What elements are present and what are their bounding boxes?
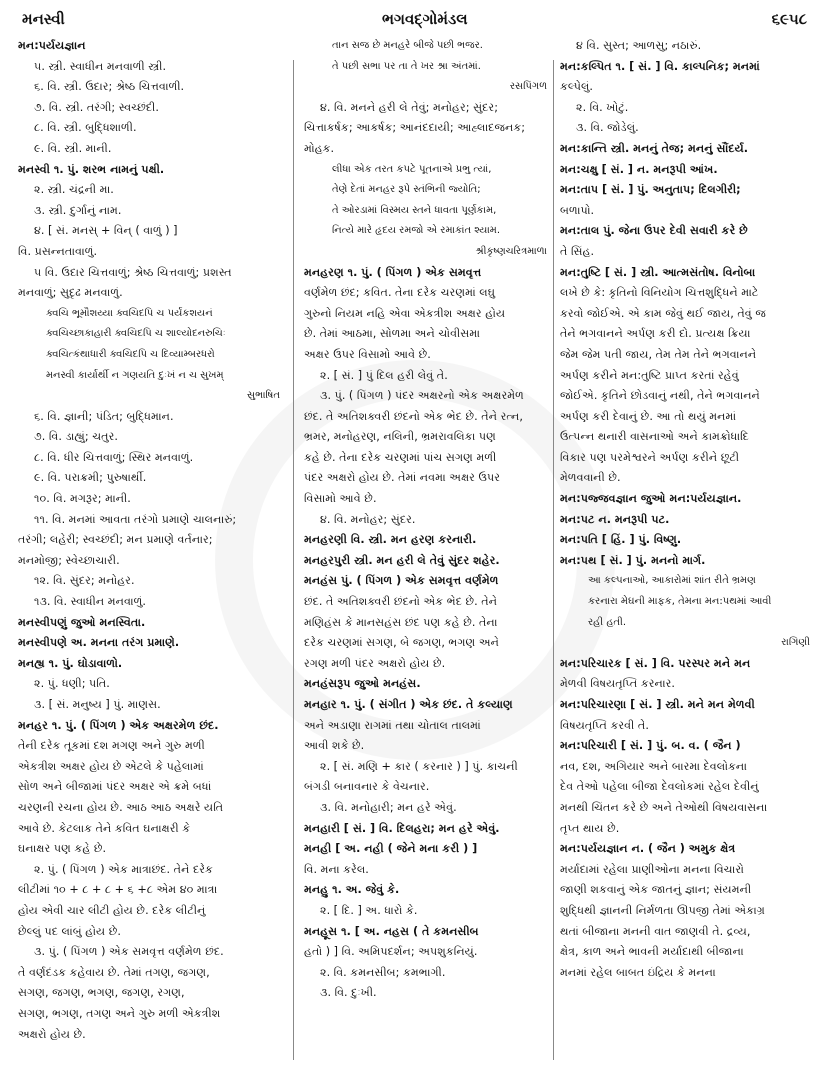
entry-text-line: કહે છે. તેના દરેક ચરણમાં પાંચ સગણ મળી bbox=[304, 450, 497, 464]
entry-text-line: દેવ તેઓ પહેલા બીજા દેવલોકમાં રહેલ દેવીનું bbox=[560, 780, 759, 794]
entry-headword-line: મન:પર્યયજ્ઞાન bbox=[18, 39, 86, 52]
entry-text-line: વિસામો આવે છે. bbox=[304, 492, 377, 506]
entry-text-line: સગણ, જગણ, ભગણ, જગણ, રગણ, bbox=[18, 986, 185, 1000]
entry-text-line: અક્ષરો હોય છે. bbox=[18, 1027, 86, 1041]
entry-text-line: ૨. [ સં. મણિ + કાર ( કરનાર ) ] પું. કાચની bbox=[320, 759, 518, 773]
entry-text-line: ૪. વિ. મનોહર; સુંદર. bbox=[320, 512, 416, 526]
quotation-line: ક્વચિત્કંથાધારી ક્વચિદપિ ચ દિવ્યામ્બરધરો bbox=[46, 348, 215, 360]
entry-text-line: નવ, દશ, અગિયાર અને બારમા દેવલોકના bbox=[560, 759, 748, 773]
quotation-line: તેણે દેતાં મનહર રૂપે સ્તંભિની જ્યોતિ; bbox=[332, 184, 481, 196]
entry-text-line: ૯. વિ. પરાક્રમી; પુરુષાર્થી. bbox=[34, 471, 147, 485]
entry-text-line: ૨. [ સં. ] પું દિલ હરી લેવું તે. bbox=[320, 368, 448, 382]
entry-text-line: મર્યાદામાં રહેલા પ્રાણીઓના મનના વિચારો bbox=[560, 862, 744, 876]
entry-text-line: ૧૦. વિ. મગરૂર; માની. bbox=[34, 492, 131, 506]
entry-headword-line: મનહાર ૧. પું. ( સંગીત ) એક છંદ. તે કલ્યાણ bbox=[304, 698, 513, 711]
quotation-line: લીધા એક તરત કપટે પૂતનાએ પ્રભુ ત્યાં, bbox=[332, 163, 492, 175]
entry-text-line: મનથી ચિંતન કરે છે અને તેઓથી વિષયવાસના bbox=[560, 800, 768, 814]
quotation-line: ક્વચિ ભૂમૌશય્યા ક્વચિદપિ ચ પર્યંકશયનં bbox=[46, 307, 213, 319]
entry-headword-line: મનહૂસ ૧. [ અ. નહસ ( તે કમનસીબ bbox=[304, 924, 479, 938]
entry-text-line: ક્ષેત્ર, કાળ અને ભાવની મર્યાદાથી બીજાના bbox=[560, 945, 744, 959]
entry-headword-line: મન:પરિચારી [ સં. ] પું. બ. વ. ( જૈન ) bbox=[560, 739, 741, 753]
entry-text-line: દરેક ચરણમાં સગણ, બે જગણ, ભગણ અને bbox=[304, 636, 499, 650]
entry-text-line: તૃપ્ત થાય છે. bbox=[560, 821, 620, 835]
entry-text-line: સગણ, ભગણ, તગણ અને ગુરુ મળી એકત્રીશ bbox=[18, 1006, 221, 1020]
entry-text-line: સોળ અને બીજામાં પંદર અક્ષર એ ક્રમે બધાં bbox=[18, 780, 212, 794]
entry-text-line: એકત્રીશ અક્ષર હોય છે એટલે કે પહેલામાં bbox=[18, 759, 204, 773]
entry-headword-line: મન:પતિ [ હિં. ] પું. વિષ્ણુ. bbox=[560, 533, 682, 547]
entry-headword-line: મન:પર્યયજ્ઞાન ન. ( જૈન ) અમુક ક્ષેત્ર bbox=[560, 842, 736, 856]
quotation-line: નિત્યે મારે હૃદય રમજો એ રમાકાંત શ્યામ. bbox=[332, 225, 501, 237]
entry-text-line: ૩. પું. ( પિંગળ ) પંદર અક્ષરનો એક અક્ષરમેળ bbox=[320, 389, 524, 403]
citation-source: રસપિંગળ bbox=[509, 81, 547, 93]
quotation-line: તે ઓરડામાં વિસ્મય સ્તને ધાવતા પૂર્ણકામ, bbox=[332, 204, 497, 216]
entry-text-line: મનવાળું; સુદૃઢ મનવાળું. bbox=[18, 286, 123, 300]
entry-headword-line: મન:તાલ પું. જેના ઉપર દેવી સવારી કરે છે bbox=[560, 224, 748, 238]
entry-headword-line: મનહંસરૂપ જુઓ મનહંસ. bbox=[304, 677, 421, 691]
entry-text-line: મોહક. bbox=[304, 141, 335, 155]
entry-text-line: પંદર અક્ષરો હોય છે. તેમાં નવમા અક્ષર ઉપર bbox=[304, 471, 501, 485]
column-divider bbox=[553, 60, 554, 1060]
entry-text-line: તરંગી; લહેરી; સ્વચ્છંદી; મન પ્રમાણે વર્તનાર; bbox=[18, 533, 213, 547]
entry-text-line: ૫. સ્ત્રી. સ્વાધીન મનવાળી સ્ત્રી. bbox=[34, 59, 167, 73]
entry-text-line: ૭. વિ. ડાહ્યું; ચતુર. bbox=[34, 430, 118, 444]
entry-headword-line: મન:કાન્તિ સ્ત્રી. મનનું તેજ; મનનું સૌંદર્ય. bbox=[560, 141, 749, 155]
entry-text-line: લખે છે કે: કૃતિનો વિનિયોગ ચિત્તશુદ્ધિને માટે bbox=[560, 286, 759, 300]
entry-text-line: જોઈએ. કૃતિને છોડવાનું નથી, તેને ભગવાનને bbox=[560, 389, 760, 403]
entry-text-line: ૩. સ્ત્રી. દુર્ગાનું નામ. bbox=[34, 203, 122, 217]
quotation-line: ક્વચિચ્છાકાહારી ક્વચિદપિ ચ શાલ્યોદનરુચિઃ bbox=[46, 328, 226, 340]
quotation-line: આ કલ્પનાઓ, આકારોમાં શાંત રીતે ભ્રમણ bbox=[588, 575, 756, 587]
text-column-middle bbox=[304, 36, 547, 1066]
entry-text-line: ૨. સ્ત્રી. ચંદ્રની મા. bbox=[34, 183, 114, 197]
quotation-line: કરનારા મેઘની માફક, તેમના મન:પથમાં આવી bbox=[588, 596, 772, 608]
entry-text-line: મણિહંસ કે માનસહંસ છંદ પણ કહે છે. તેના bbox=[304, 615, 498, 629]
citation-source: રાગિણી bbox=[781, 637, 810, 649]
entry-headword-line: મનસ્વી ૧. પું. શરભ નામનું પક્ષી. bbox=[18, 162, 165, 176]
entry-text-line: મનમોજી; સ્વેચ્છાચારી. bbox=[18, 553, 120, 567]
entry-text-line: ૧૩. વિ. સ્વાધીન મનવાળું. bbox=[34, 595, 146, 609]
entry-text-line: રગણ મળી પંદર અક્ષરો હોય છે. bbox=[304, 656, 446, 670]
entry-headword-line: મન:તાપ [ સં. ] પું. અનુતાપ; દિલગીરી; bbox=[560, 183, 741, 197]
entry-text-line: ૫ વિ. ઉદાર ચિત્તવાળું; શ્રેષ્ઠ ચિત્તવાળું; પ્રશસ્ત bbox=[34, 265, 232, 279]
entry-headword-line: મન:કલ્પિત ૧. [ સં. ] વિ. કાલ્પનિક; મનમાં bbox=[560, 59, 760, 73]
entry-headword-line: મનહંસ પું. ( પિંગળ ) એક સમવૃત્ત વર્ણમેળ bbox=[304, 574, 499, 588]
entry-headword-line: મન:પજ્જવજ્ઞાન જુઓ મન:પર્યયજ્ઞાન. bbox=[560, 492, 742, 506]
entry-text-line: તે વર્ણદંડક કહેવાય છે. તેમાં તગણ, જગણ, bbox=[18, 965, 210, 979]
entry-headword-line: મનહરણી વિ. સ્ત્રી. મન હરણ કરનારી. bbox=[304, 533, 477, 547]
entry-text-line: છંદ. તે અતિશક્વરી છંદનો એક ભેદ છે. તેને bbox=[304, 595, 498, 609]
entry-text-line: ૩. વિ. દુઃખી. bbox=[320, 986, 377, 1000]
entry-headword-line: મનસ્વીપણું જુઓ મનસ્વિતા. bbox=[18, 615, 146, 629]
header-guide-word: મનસ્વી bbox=[22, 10, 65, 28]
entry-text-line: ઘનાક્ષર પણ કહે છે. bbox=[18, 842, 107, 856]
header-page-number: ૬૯૫૮ bbox=[771, 10, 807, 28]
entry-text-line: વિકાર પણ પરમેશ્વરને અર્પણ કરીને છૂટી bbox=[560, 450, 740, 464]
entry-headword-line: મનહરણ ૧. પું. ( પિંગળ ) એક સમવૃત્ત bbox=[304, 265, 482, 279]
entry-text-line: ૪. વિ. મનને હરી લે તેવું; મનોહર; સુંદર; bbox=[320, 100, 498, 114]
entry-text-line: ૨. વિ. કમનસીબ; કમભાગી. bbox=[320, 965, 446, 979]
entry-text-line: છંદ. તે અતિશક્વરી છંદનો એક ભેદ છે. તેને રત્ન, bbox=[304, 409, 523, 423]
page-header bbox=[22, 10, 807, 36]
entry-headword-line: મનહરપુરી સ્ત્રી. મન હરી લે તેવું સુંદર શહેર. bbox=[304, 553, 500, 567]
entry-headword-line: મન:ચક્ષુ [ સં. ] ન. મનરૂપી આંખ. bbox=[560, 162, 718, 176]
entry-text-line: ૪. [ સં. મનસ્ + વિન્ ( વાળું ) ] bbox=[34, 224, 178, 238]
entry-headword-line: મનહારી [ સં. ] વિ. દિલહરા; મન હરે એવું. bbox=[304, 821, 500, 835]
entry-text-line: હોય એવી ચાર લીટી હોય છે. દરેક લીટીનું bbox=[18, 903, 206, 917]
entry-text-line: ૭. વિ. સ્ત્રી. તરંગી; સ્વચ્છંદી. bbox=[34, 100, 159, 114]
entry-text-line: ૩. [ સં. મનુષ્ય ] પું. માણસ. bbox=[34, 698, 161, 711]
entry-text-line: થતાં બીજાના મનની વાત જાણવી તે. દ્રવ્ય, bbox=[560, 924, 751, 938]
entry-text-line: મનમાં રહેલ બાબત ઇંદ્રિય કે મનના bbox=[560, 965, 716, 979]
entry-text-line: ૨. પું. ( પિંગળ ) એક માત્રાછંદ. તેને દરેક bbox=[34, 862, 213, 876]
quotation-line: તે પછી સભા પર તા તે ખર શ્રા અંતમાં. bbox=[332, 60, 481, 72]
quotation-line: મનસ્વી કાર્યાર્થી ન ગણયતિ દુઃખં ન ચ સુખમ્ bbox=[46, 369, 224, 381]
column-divider bbox=[293, 60, 294, 1060]
entry-text-line: હતો ) ] વિ. અમિપદર્શન; અપશુકનિયું. bbox=[304, 945, 478, 959]
entry-text-line: ચરણની રચના હોય છે. આઠ આઠ અક્ષરે યતિ bbox=[18, 800, 224, 814]
header-title: ભગવદ્ગોમંડલ bbox=[382, 10, 468, 28]
entry-text-line: ૯. વિ. સ્ત્રી. માની. bbox=[34, 141, 112, 155]
entry-text-line: ૧૧. વિ. મનમાં આવતા તરંગો પ્રમાણે ચાલનારું; bbox=[34, 512, 237, 526]
entry-headword-line: મનહુ ૧. અ. જેવું કે. bbox=[304, 883, 400, 897]
entry-text-line: અર્પણ કરીને મન:તુષ્ટિ પ્રાપ્ત કરતાં રહેવું bbox=[560, 368, 739, 382]
entry-text-line: અને અડાણા રાગમાં તથા ચોતાલ તાલમાં bbox=[304, 718, 481, 732]
entry-text-line: બળાપો. bbox=[560, 203, 595, 217]
entry-text-line: લીટીમાં ૧૦ + ૮ + ૮ + ૬ +૮ એમ ૪૦ માત્રા bbox=[18, 883, 218, 897]
entry-headword-line: મનહ્ય ૧. પું. ઘોડાવાળો. bbox=[18, 656, 123, 670]
entry-headword-line: મનહર ૧. પું. ( પિંગળ ) એક અક્ષરમેળ છંદ. bbox=[18, 718, 219, 732]
entry-text-line: ગુરુનો નિયમ નહિ એવા એકત્રીશ અક્ષર હોય bbox=[304, 306, 506, 320]
entry-text-line: ૩. વિ. જોડેલું. bbox=[576, 121, 639, 135]
entry-text-line: આવી શકે છે. bbox=[304, 739, 365, 753]
entry-headword-line: મનહી [ અ. નહી ( જેને મના કરી ) ] bbox=[304, 842, 478, 856]
citation-source: શ્રીકૃષ્ણચરિત્રમાળા bbox=[475, 245, 547, 257]
entry-text-line: છેલ્લું પદ લાંબું હોય છે. bbox=[18, 924, 121, 938]
entry-text-line: જાણી શકવાનું એક જાતનું જ્ઞાન; સંયમની bbox=[560, 883, 752, 897]
entry-headword-line: મન:પરિચારણા [ સં. ] સ્ત્રી. મને મન મેળવી bbox=[560, 698, 755, 711]
entry-text-line: ૧૨. વિ. સુંદર; મનોહર. bbox=[34, 574, 135, 588]
entry-text-line: તેને ભગવાનને અર્પણ કરી દો. પ્રત્યક્ષ ક્રિયા bbox=[560, 327, 751, 341]
entry-text-line: શુદ્ધિથી જ્ઞાનની નિર્મળતા ઊપજી તેમાં એકાગ્ર bbox=[560, 903, 765, 917]
entry-text-line: ૩. વિ. મનોહારી; મન હરે એવું. bbox=[320, 800, 457, 814]
entry-text-line: કરવો જોઈએ. એ કામ જેવું થઈ જાય, તેવું જ bbox=[560, 306, 766, 320]
entry-text-line: તેની દરેક તૂકમાં દશ મગણ અને ગુરુ મળી bbox=[18, 739, 205, 753]
entry-text-line: ભ્રમર, મનોહરણ, નલિની, ભ્રમરાવલિકા પણ bbox=[304, 430, 496, 444]
entry-text-line: ૨. [ દિ. ] અ. ધારો કે. bbox=[320, 903, 418, 917]
entry-text-line: મેળવવાની છે. bbox=[560, 471, 621, 485]
entry-text-line: ૮. વિ. ધીર ચિત્તવાળું; સ્થિર મનવાળું. bbox=[34, 450, 194, 464]
entry-text-line: વિષયતૃપ્તિ કરવી તે. bbox=[560, 718, 649, 732]
entry-text-line: અક્ષર ઉપર વિસામો આવે છે. bbox=[304, 347, 431, 361]
entry-headword-line: મન:પટ ન. મનરૂપી પટ. bbox=[560, 512, 670, 526]
entry-text-line: કલ્પેલું. bbox=[560, 80, 593, 94]
entry-text-line: વિ. મના કરેલ. bbox=[304, 862, 369, 876]
entry-text-line: અર્પણ કરી દેવાનું છે. આ તો થયું મનમાં bbox=[560, 409, 737, 423]
entry-text-line: ૬. વિ. જ્ઞાની; પંડિત; બુદ્ધિમાન. bbox=[34, 409, 174, 423]
entry-text-line: ૮. વિ. સ્ત્રી. બુદ્ધિશાળી. bbox=[34, 121, 137, 135]
entry-text-line: ઉત્પન્ન થનારી વાસનાઓ અને કામક્રોધાદિ bbox=[560, 430, 749, 444]
entry-headword-line: મનસ્વીપણે અ. મનના તરંગ પ્રમાણે. bbox=[18, 636, 180, 650]
entry-headword-line: મન:તુષ્ટિ [ સં. ] સ્ત્રી. આત્મસંતોષ. વિનોબા bbox=[560, 265, 756, 279]
entry-headword-line: મન:પથ [ સં. ] પું. મનનો માર્ગ. bbox=[560, 553, 706, 567]
entry-text-line: ૩. પું. ( પિંગળ ) એક સમવૃત્ત વર્ણમેળ છંદ. bbox=[34, 945, 224, 959]
entry-text-line: ૨. વિ. ખોટું. bbox=[576, 100, 629, 114]
entry-headword-line: મન:પરિચારક [ સં. ] વિ. પરસ્પર મને મન bbox=[560, 656, 751, 670]
text-column-left bbox=[18, 36, 280, 1066]
quotation-line: તાન સજ છે મનહરે બીજે પછી ભજર. bbox=[332, 40, 483, 51]
entry-text-line: તે સિંહ. bbox=[560, 244, 595, 258]
text-column-right bbox=[560, 36, 810, 1066]
entry-text-line: વિ. પ્રસન્નતાવાળું. bbox=[18, 244, 98, 258]
entry-text-line: ૪ વિ. સુસ્ત; આળસુ; નઠારું. bbox=[576, 39, 702, 52]
entry-text-line: ૨. પું. ધણી; પતિ. bbox=[34, 677, 110, 691]
entry-text-line: બંગડી બનાવનાર કે વેચનાર. bbox=[304, 780, 430, 794]
entry-text-line: જેમ જેમ પતી જાય, તેમ તેમ તેને ભગવાનને bbox=[560, 347, 757, 361]
citation-source: સુભાષિત bbox=[246, 390, 280, 402]
entry-text-line: છે. તેમાં આઠમા, સોળમા અને ચોવીસમા bbox=[304, 327, 480, 341]
quotation-line: રહી હતી. bbox=[588, 616, 627, 628]
entry-text-line: વર્ણમેળ છંદ; કવિત. તેના દરેક ચરણમાં લઘુ bbox=[304, 286, 496, 300]
entry-text-line: મેળવી વિષયતૃપ્તિ કરનાર. bbox=[560, 677, 675, 691]
entry-text-line: આવે છે. કેટલાક તેને કવિત ઘનાક્ષરી કે bbox=[18, 821, 191, 835]
entry-text-line: ચિત્તાકર્ષક; આકર્ષક; આનંદદાયી; આહ્લાદજનક; bbox=[304, 121, 526, 135]
entry-text-line: ૬. વિ. સ્ત્રી. ઉદાર; શ્રેષ્ઠ ચિત્તવાળી. bbox=[34, 80, 185, 94]
